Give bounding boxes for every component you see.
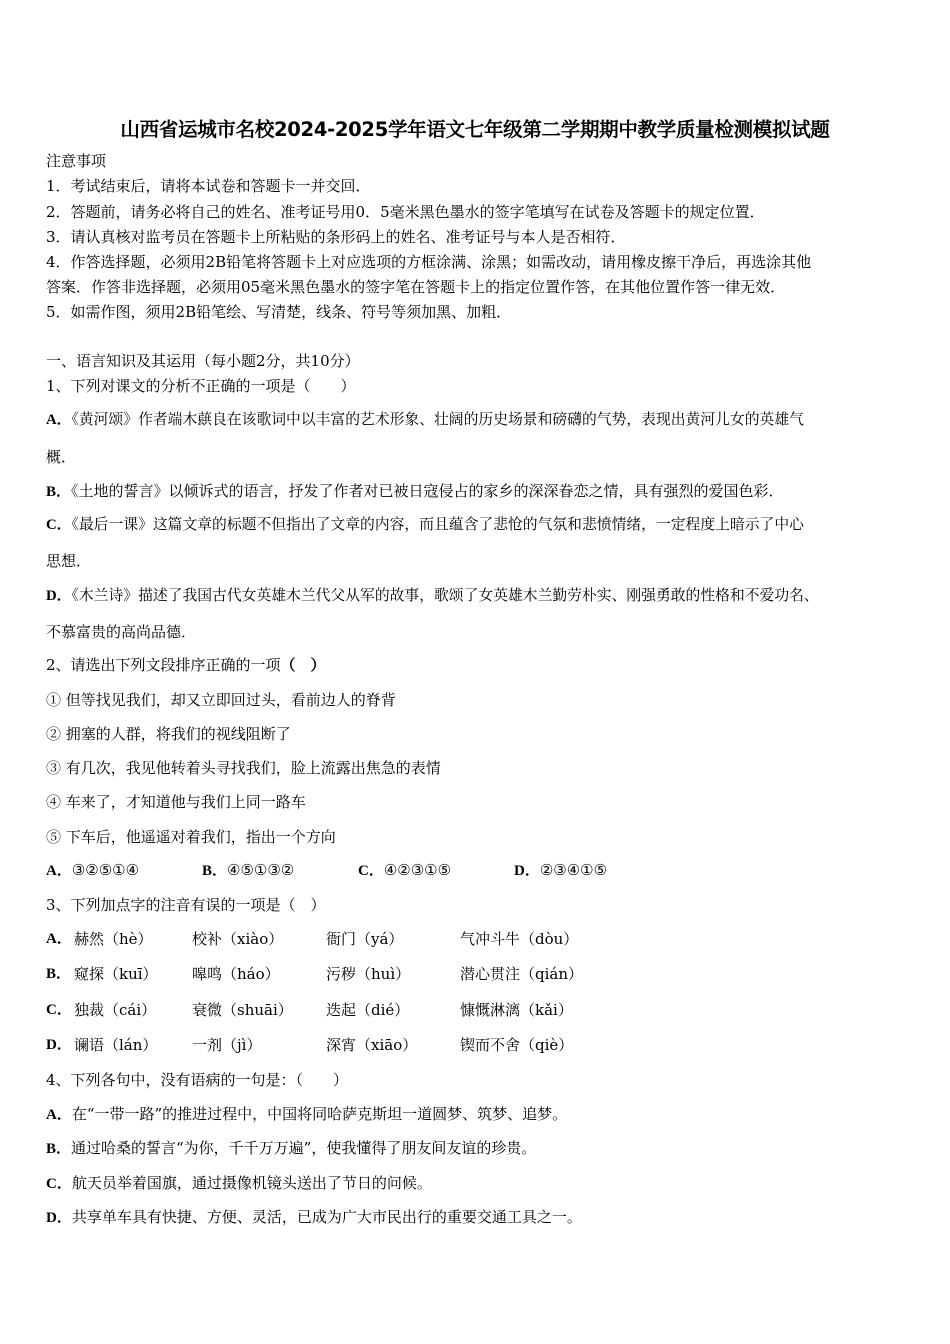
- notice-item-5: 5．如需作图，须用2B铅笔绘、写清楚，线条、符号等须加黑、加粗．: [46, 303, 512, 321]
- q4-option-a: [46, 1104, 567, 1125]
- q3-row-a-col2: 校补（xiào）: [192, 930, 284, 948]
- page-title: 山西省运城市名校2024-2025学年语文七年级第二学期期中教学质量检测模拟试题: [120, 118, 830, 141]
- q2-option-c: [358, 860, 451, 881]
- q3-row-d-col4: 锲而不舍（qiè）: [460, 1036, 574, 1054]
- q2-b-label: B．: [202, 863, 228, 879]
- q1-c-text: 《最后一课》这篇文章的标题不但指出了文章的内容，而且蕴含了悲怆的气氛和悲愤情绪，一定程度上暗示了中心: [71, 516, 804, 533]
- q3-stem: 3、下列加点字的注音有误的一项是（ ）: [46, 896, 326, 914]
- q4-a-text: 在“一带一路”的推进过程中，中国将同哈萨克斯坦一道圆梦、筑梦、追梦。: [71, 1105, 568, 1123]
- q3-row-d-label: D．: [46, 1037, 72, 1053]
- notice-item-4: 4．作答选择题，必须用2B铅笔将答题卡上对应选项的方框涂满、涂黑；如需改动，请用橡皮擦干净后，再选涂其他: [46, 253, 812, 271]
- q3-row-c-col2: 衰微（shuāi）: [192, 1001, 293, 1019]
- q3-row-c-label: C．: [46, 1002, 72, 1018]
- q2-sentence-3: ③ 有几次，我见他转着头寻找我们，脸上流露出焦急的表情: [46, 759, 441, 777]
- q4-d-label: D．: [46, 1210, 72, 1226]
- q2-c-text: ④②③①⑤: [383, 861, 452, 879]
- q2-stem-paren: （ ）: [280, 656, 326, 674]
- q3-row-a-label: A．: [46, 931, 72, 947]
- q3-row-b-col1: 窥探（kuī）: [74, 965, 158, 983]
- q3-row-b-col2: 嗥鸣（háo）: [192, 965, 280, 983]
- q3-row-a-col4: 气冲斗牛（dòu）: [460, 930, 579, 948]
- q3-row-a-col1: 赫然（hè）: [74, 930, 153, 948]
- q4-d-text: 共享单车具有快捷、方便、灵活，已成为广大市民出行的重要交通工具之一。: [71, 1208, 582, 1226]
- q3-row-c-col1: 独裁（cái）: [74, 1001, 157, 1019]
- q4-c-label: C．: [46, 1176, 72, 1192]
- q4-a-label: A．: [46, 1107, 72, 1123]
- q4-option-c: [46, 1173, 432, 1194]
- q1-a-text: 《黄河颂》作者端木蕻良在该歌词中以丰富的艺术形象、壮阔的历史场景和磅礴的气势，表现出黄河儿女的英雄气: [71, 411, 804, 428]
- q3-row-c-col4: 慷慨淋漓（kǎi）: [460, 1001, 573, 1019]
- q2-sentence-5: ⑤ 下车后，他遥遥对着我们，指出一个方向: [46, 828, 336, 846]
- q1-stem: 1、下列对课文的分析不正确的一项是（ ）: [46, 377, 356, 395]
- notice-item-2: 2．答题前，请务必将自己的姓名、准考证号用0．5毫米黑色墨水的签字笔填写在试卷及答题卡的规定位置．: [46, 203, 765, 221]
- q2-a-label: A．: [46, 863, 72, 879]
- q1-option-d: [46, 586, 819, 606]
- q2-option-b: [202, 860, 294, 881]
- q2-sentence-4: ④ 车来了，才知道他与我们上同一路车: [46, 793, 306, 811]
- q4-option-b: [46, 1138, 536, 1159]
- q4-stem: 4、下列各句中，没有语病的一句是：（ ）: [46, 1071, 349, 1089]
- q3-row-d-col3: 深宵（xiāo）: [326, 1036, 418, 1054]
- q2-sentence-1: ① 但等找见我们，却又立即回过头，看前边人的脊背: [46, 691, 396, 709]
- q1-option-c-cont: 思想．: [46, 552, 92, 570]
- q4-b-text: 通过哈桑的誓言“为你，千千万万遍”，使我懂得了朋友间友谊的珍贵。: [71, 1139, 537, 1157]
- q1-d-label: D．: [46, 588, 72, 604]
- q1-a-label: A．: [46, 412, 72, 428]
- q3-row-b-col4: 潜心贯注（qián）: [460, 965, 584, 983]
- q2-c-label: C．: [358, 863, 384, 879]
- q1-b-label: B．: [46, 484, 72, 500]
- q2-stem-text: 2、请选出下列文段排序正确的一项: [46, 656, 281, 674]
- q2-option-a: [46, 860, 139, 881]
- q2-d-label: D．: [514, 863, 540, 879]
- q1-option-a-cont: 概．: [46, 448, 77, 466]
- q1-option-d-cont: 不慕富贵的高尚品德．: [46, 623, 197, 641]
- q3-row-a-col3: 衙门（yá）: [326, 930, 404, 948]
- q1-option-a: [46, 410, 804, 430]
- q1-option-b: [46, 481, 784, 502]
- notice-item-3: 3．请认真核对监考员在答题卡上所粘贴的条形码上的姓名、准考证号与本人是否相符．: [46, 228, 626, 246]
- q3-row-b-label: B．: [46, 966, 72, 982]
- q3-row-d-col1: 谰语（lán）: [74, 1036, 158, 1054]
- q1-option-c: [46, 515, 804, 535]
- notice-item-1: 1．考试结束后，请将本试卷和答题卡一并交回．: [46, 177, 371, 195]
- q2-stem: [46, 655, 326, 675]
- q2-a-text: ③②⑤①④: [71, 861, 140, 879]
- q2-option-d: [514, 860, 607, 881]
- q4-option-d: [46, 1207, 582, 1228]
- q1-d-text: 《木兰诗》描述了我国古代女英雄木兰代父从军的故事，歌颂了女英雄木兰勤劳朴实、刚强勇敢的性格和不爱功名、: [71, 587, 819, 604]
- section-heading: 一、语言知识及其运用（每小题2分，共10分）: [46, 352, 360, 370]
- q2-b-text: ④⑤①③②: [227, 861, 295, 879]
- q3-row-b-col3: 污秽（huì）: [326, 965, 411, 983]
- q2-d-text: ②③④①⑤: [539, 861, 608, 879]
- q3-row-c-col3: 迭起（dié）: [326, 1001, 410, 1019]
- q4-b-label: B．: [46, 1141, 72, 1157]
- q1-c-label: C．: [46, 517, 72, 533]
- notice-item-4-cont: 答案．作答非选择题，必须用05毫米黑色墨水的签字笔在答题卡上的指定位置作答，在其他位置作答一律无效．: [46, 278, 786, 296]
- q4-c-text: 航天员举着国旗，通过摄像机镜头送出了节日的问候。: [71, 1174, 432, 1192]
- q3-row-d-col2: 一剂（jì）: [192, 1036, 262, 1054]
- q2-sentence-2: ② 拥塞的人群，将我们的视线阻断了: [46, 725, 291, 743]
- notice-heading: 注意事项: [46, 152, 107, 170]
- q1-b-text: 《土地的誓言》以倾诉式的语言，抒发了作者对已被日寇侵占的家乡的深深眷恋之情，具有强烈的爱国色彩．: [71, 482, 784, 500]
